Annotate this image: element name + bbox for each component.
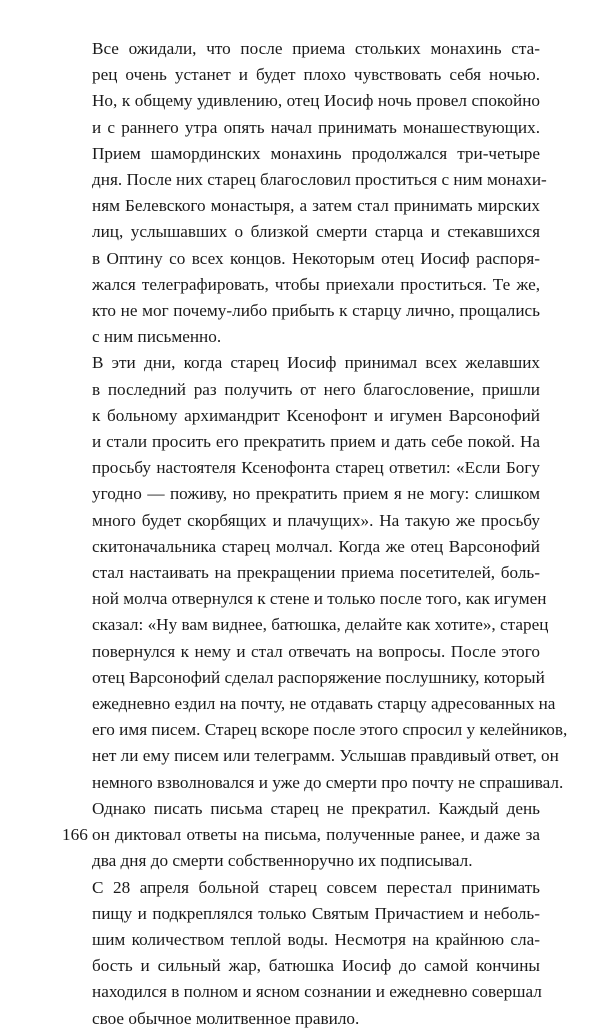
text-line: и с раннего утра опять начал принимать монашествующих. <box>92 117 540 137</box>
body-text <box>62 36 568 1032</box>
text-line: кто не мог почему-либо прибыть к старцу лично, прощались <box>92 301 540 321</box>
text-line: просьбу настоятеля Ксенофонта старец ответил: «Если Богу <box>92 458 540 478</box>
text-line: он диктовал ответы на письма, полученные ранее, и даже за <box>92 825 540 845</box>
text-line: С 28 апреля больной старец совсем перестал принимать <box>92 877 540 897</box>
text-line: ной молча отвернулся к стене и только после того, как игумен <box>92 589 547 609</box>
text-line: немного взволновался и уже до смерти про почту не спрашивал. <box>92 772 564 792</box>
text-line: Прием шамординских монахинь продолжался три-четыре <box>92 143 540 163</box>
text-line: Все ожидали, что после приема стольких монахинь ста- <box>92 39 540 58</box>
text-line: с ним письменно. <box>92 327 222 347</box>
text-line: нет ли ему писем или телеграмм. Услышав правдивый ответ, он <box>92 746 559 766</box>
text-line: дня. После них старец благословил проститься с ним монахи- <box>92 170 547 190</box>
text-line: и стали просить его прекратить прием и дать себе покой. На <box>92 432 540 452</box>
text-line: пищу и подкреплялся только Святым Причастием и неболь- <box>92 903 540 923</box>
text-line: Но, к общему удивлению, отец Иосиф ночь провел спокойно <box>92 91 540 111</box>
text-line: шим количеством теплой воды. Несмотря на крайнюю сла- <box>92 929 540 949</box>
text-line: жался телеграфировать, чтобы приехали проститься. Те же, <box>92 274 540 294</box>
text-line: свое обычное молитвенное правило. <box>92 1008 360 1028</box>
paragraph <box>62 36 547 350</box>
text-line: ням Белевского монастыря, а затем стал принимать мирских <box>92 196 540 216</box>
text-line: отец Варсонофий сделал распоряжение послушнику, который <box>92 667 545 687</box>
text-line: угодно — поживу, но прекратить прием я не могу: слишком <box>92 484 540 504</box>
text-line: бость и сильный жар, батюшка Иосиф до самой кончины <box>92 956 540 976</box>
text-line: лиц, услышавших о близкой смерти старца и стекавшихся <box>92 222 540 242</box>
text-line: повернулся к нему и стал отвечать на вопросы. После этого <box>92 641 540 661</box>
text-line: В эти дни, когда старец Иосиф принимал всех желавших <box>92 353 540 373</box>
paragraph <box>62 875 540 1032</box>
text-line: стал настаивать на прекращении приема посетителей, боль- <box>92 563 540 583</box>
paragraph <box>62 350 568 795</box>
text-line: находился в полном и ясном сознании и ежедневно совершал <box>92 982 542 1002</box>
page-number: 166 <box>62 825 88 844</box>
text-line: сказал: «Ну вам виднее, батюшка, делайте как хотите», старец <box>92 615 549 635</box>
text-line: его имя писем. Старец вскоре после этого спросил у келейников, <box>92 720 568 740</box>
text-line: в Оптину со всех концов. Некоторым отец Иосиф распоря- <box>92 248 540 268</box>
text-line: в последний раз получить от него благословение, пришли <box>92 379 540 399</box>
text-line: к больному архимандрит Ксенофонт и игумен Варсонофий <box>92 405 540 425</box>
paragraph <box>62 796 540 875</box>
text-line: ежедневно ездил на почту, не отдавать старцу адресованных на <box>92 694 556 714</box>
text-line: много будет скорбящих и плачущих». На такую же просьбу <box>92 510 540 530</box>
text-line: скитоначальника старец молчал. Когда же отец Варсонофий <box>92 536 540 556</box>
text-line: рец очень устанет и будет плохо чувствовать себя ночью. <box>92 65 540 85</box>
text-line: два дня до смерти собственноручно их подписывал. <box>92 851 473 871</box>
text-line: Однако писать письма старец не прекратил. Каждый день <box>92 798 540 818</box>
